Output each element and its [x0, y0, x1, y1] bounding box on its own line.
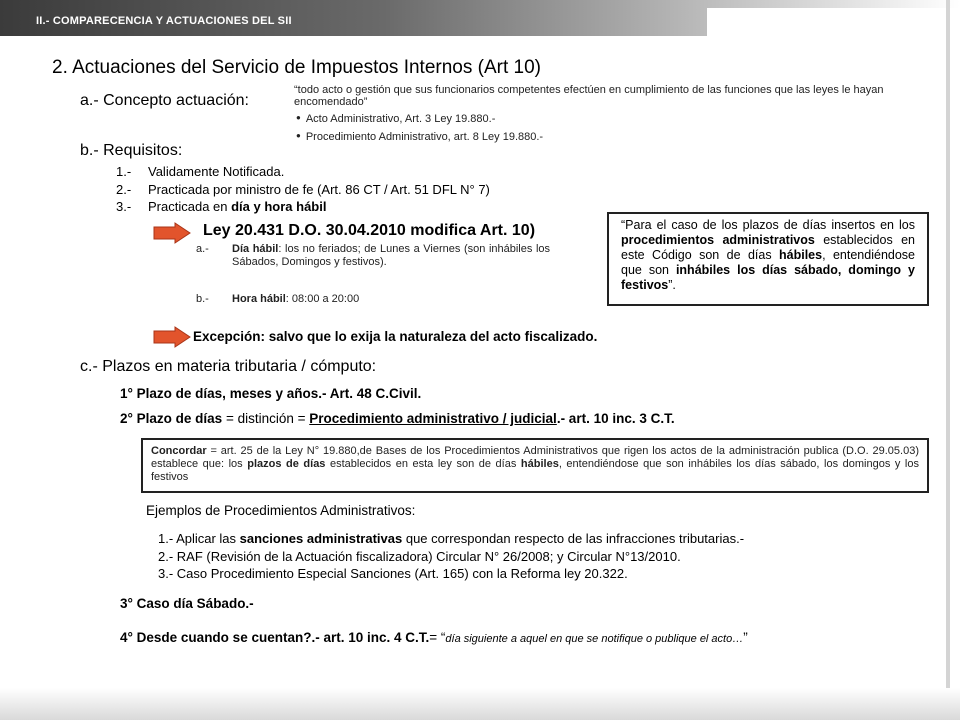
ley-a-desc: : los no feriados; de Lunes a Viernes (son inhábiles los Sábados, Domingos y festivos).: [232, 243, 551, 268]
desde-cuando: [120, 630, 748, 645]
concordar-text-3: , entendiéndose que son inhábiles los días sábado, los domingos y los festivos: [151, 458, 919, 483]
concepto-quote: “todo acto o gestión que sus funcionarios competentes efectúen en cumplimiento de las funciones que las leyes le hayan encomendado”: [294, 84, 884, 108]
requisito-text-3: [148, 199, 326, 214]
ejemplo-2: 2.- RAF (Revisión de la Actuación fiscalizadora) Circular N° 26/2008; y Circular N°13/2010.: [158, 549, 681, 564]
section-header-title: II.- COMPARECENCIA Y ACTUACIONES DEL SII: [36, 15, 292, 27]
requisitos-heading: b.- Requisitos:: [80, 142, 183, 159]
right-box-text-4: ”.: [668, 278, 676, 292]
arrow-right-icon: [153, 326, 191, 348]
ejemplo-1: [158, 531, 744, 546]
plazo-2: [120, 411, 675, 426]
requisito-text-1: Validamente Notificada.: [148, 164, 285, 179]
arrow-right-icon: [153, 222, 191, 244]
plazos-quote-box: [607, 212, 929, 306]
ejemplo-1-pre: 1.- Aplicar las: [158, 531, 240, 546]
ley-a-label: Día hábil: [232, 243, 279, 255]
concordar-label: Concordar: [151, 445, 207, 457]
right-box-text-1: “Para el caso de los plazos de días insertos en los: [621, 218, 915, 232]
ley-a-text: [232, 243, 550, 269]
plazo-2-underlined: Procedimiento administrativo / judicial: [309, 411, 557, 426]
concepto-bullet-1: [296, 113, 495, 125]
ejemplos-heading: Ejemplos de Procedimientos Administrativos:: [146, 503, 416, 518]
right-divider-line: [946, 0, 950, 720]
concordar-text-1: = art. 25 de la Ley N° 19.880,de Bases de los Procedimientos Administrativos que rigen los actos de la administración publica (D.O. 29.05.03) establece que: los: [151, 445, 919, 470]
ley-a-num: a.-: [196, 243, 209, 255]
desde-cuando-close: ”: [743, 630, 748, 645]
requisito-text-3-plain: Practicada en: [148, 199, 232, 214]
plazo-1: 1° Plazo de días, meses y años.- Art. 48 C.Civil.: [120, 386, 422, 401]
plazo-2-label: 2° Plazo de días: [120, 411, 223, 426]
plazos-heading: c.- Plazos en materia tributaria / cómputo:: [80, 358, 377, 375]
requisito-text-3-bold: día y hora hábil: [231, 199, 327, 214]
ley-title: Ley 20.431 D.O. 30.04.2010 modifica Art. 10): [203, 222, 536, 239]
ley-b-num: b.-: [196, 293, 209, 305]
plazo-2-mid: = distinción =: [222, 411, 310, 426]
concepto-bullet-1-text: Acto Administrativo, Art. 3 Ley 19.880.-: [305, 113, 496, 125]
desde-cuando-quote: día siguiente a aquel en que se notifique o publique el acto…: [445, 633, 744, 645]
header-blank-area: [707, 8, 960, 36]
caso-sabado: 3° Caso día Sábado.-: [120, 596, 254, 611]
desde-cuando-eq: = “: [429, 630, 446, 645]
ejemplo-3: 3.- Caso Procedimiento Especial Sanciones (Art. 165) con la Reforma ley 20.322.: [158, 566, 628, 581]
right-box-text-3: , entendiéndose que son: [621, 248, 916, 277]
desde-cuando-label: 4° Desde cuando se cuentan?.- art. 10 inc. 4 C.T.: [120, 630, 430, 645]
plazo-2-end: .- art. 10 inc. 3 C.T.: [556, 411, 675, 426]
concordar-text-2: establecidos en esta ley son de días: [325, 458, 521, 470]
ejemplo-1-post: que correspondan respecto de las infracciones tributarias.-: [402, 531, 745, 546]
right-box-text-2: establecidos en este Código son de días: [621, 233, 915, 262]
requisito-text-2: Practicada por ministro de fe (Art. 86 CT / Art. 51 DFL N° 7): [148, 182, 490, 197]
concordar-bold-1: plazos de días: [247, 458, 326, 470]
right-box-bold-1: procedimientos administrativos: [621, 233, 815, 247]
ley-b-desc: : 08:00 a 20:00: [285, 293, 360, 305]
concordar-bold-2: hábiles: [520, 458, 559, 470]
concordar-box: [141, 438, 929, 493]
right-box-bold-3: inhábiles los días sábado, domingo y festivos: [621, 263, 915, 292]
requisito-num-1: 1.-: [116, 164, 132, 179]
excepcion-text: Excepción: salvo que lo exija la naturaleza del acto fiscalizado.: [193, 329, 598, 344]
bottom-gradient: [0, 688, 960, 720]
ejemplo-1-bold: sanciones administrativas: [239, 531, 403, 546]
concepto-bullet-2: [296, 131, 543, 143]
page-title: 2. Actuaciones del Servicio de Impuestos Internos (Art 10): [52, 57, 541, 78]
right-box-bold-2: hábiles: [779, 248, 823, 262]
ley-b-label: Hora hábil: [232, 293, 286, 305]
requisito-num-2: 2.-: [116, 182, 132, 197]
requisito-num-3: 3.-: [116, 199, 132, 214]
concepto-heading: a.- Concepto actuación:: [80, 92, 249, 109]
ley-b-text: [232, 293, 359, 305]
concepto-bullet-2-text: Procedimiento Administrativo, art. 8 Ley 19.880.-: [305, 131, 544, 143]
